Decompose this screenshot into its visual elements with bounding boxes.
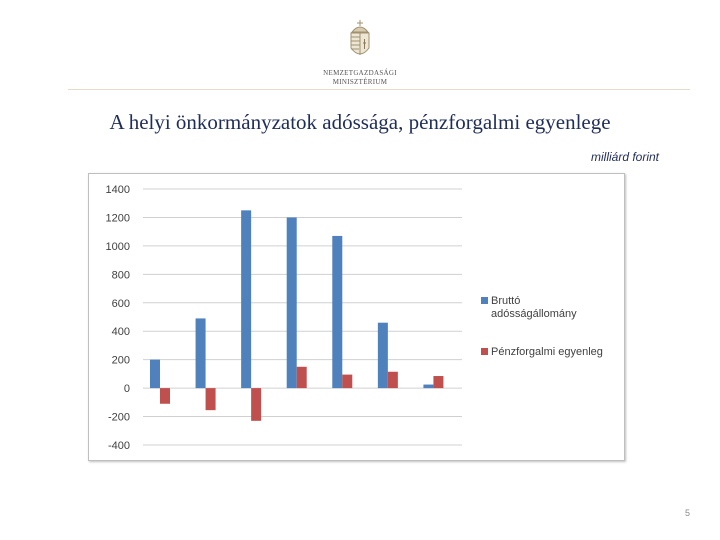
y-tick-label: 200	[111, 354, 130, 367]
bar-series-1-category-3	[241, 210, 251, 388]
unit-label: milliárd forint	[590, 150, 659, 164]
y-tick-label: 1400	[105, 184, 130, 196]
legend-label-1: Bruttó adósságállomány	[491, 295, 577, 320]
legend-swatch-1	[481, 297, 488, 304]
bar-series-1-category-4	[287, 217, 297, 388]
y-tick-label: 1000	[105, 240, 130, 253]
bar-series-2-category-7	[433, 376, 443, 388]
page-number: 5	[684, 508, 690, 518]
bar-series-2-category-5	[342, 375, 352, 389]
logo-text-line1: NEMZETGAZDASÁGI	[323, 69, 397, 77]
chart-frame	[88, 173, 625, 461]
legend-swatch-2	[481, 348, 488, 355]
coat-of-arms-icon	[318, 18, 402, 64]
ministry-logo	[318, 18, 402, 87]
bar-series-2-category-3	[251, 388, 261, 421]
logo-text-line2: MINISZTÉRIUM	[332, 78, 388, 86]
bar-series-1-category-2	[196, 318, 206, 388]
y-tick-label: 0	[123, 383, 130, 396]
bar-chart	[89, 174, 624, 460]
bar-series-1-category-5	[332, 236, 342, 388]
y-tick-label: 800	[111, 269, 130, 282]
y-tick-label: -400	[107, 440, 130, 452]
y-tick-label: 400	[111, 326, 130, 339]
header-divider	[68, 89, 690, 90]
y-tick-label: -200	[107, 411, 130, 424]
bar-series-1-category-6	[378, 323, 388, 388]
y-tick-label: 1200	[105, 212, 130, 225]
y-tick-label: 600	[111, 297, 130, 310]
bar-series-2-category-4	[297, 367, 307, 388]
bar-series-2-category-1	[160, 388, 170, 404]
bar-series-2-category-2	[206, 388, 216, 410]
legend-label-2: Pénzforgalmi egyenleg	[491, 346, 603, 358]
slide-title: A helyi önkormányzatok adóssága, pénzforgalmi egyenlege	[109, 110, 611, 134]
bar-series-2-category-6	[388, 372, 398, 388]
bar-series-1-category-1	[150, 360, 160, 388]
bar-series-1-category-7	[423, 385, 433, 389]
